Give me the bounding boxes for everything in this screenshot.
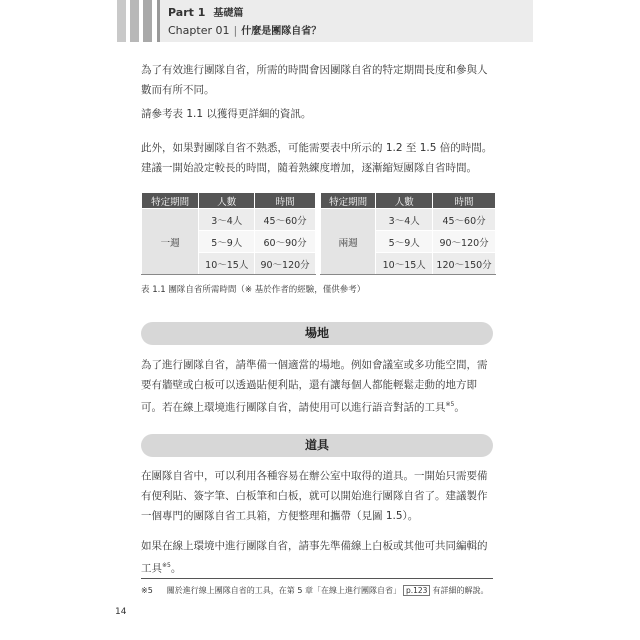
- time-cell: 45～60分: [255, 209, 316, 231]
- footnote-ref: ※5: [162, 562, 171, 569]
- text-fragment: 。: [454, 401, 465, 414]
- text-line: 一個專門的團隊自省工具箱，方便整理和攜帶（見圖 1.5）。: [141, 510, 419, 522]
- text-line: 如果在線上環境中進行團隊自省，請事先準備線上白板或其他可共同編輯的: [141, 540, 488, 552]
- text-line: [141, 395, 501, 418]
- part-subtitle: 基礎篇: [213, 8, 244, 19]
- footnote-text: 有詳細的解說。: [432, 586, 489, 595]
- period-cell: 一週: [142, 209, 199, 275]
- text-line: 此外，如果對團隊自省不熟悉，可能需要表中所示的 1.2 至 1.5 倍的時間。: [141, 142, 493, 154]
- chapter-number: Chapter 01: [168, 24, 230, 37]
- footnote-ref: ※5: [445, 401, 455, 408]
- paragraph-note: [141, 138, 501, 178]
- text-line: 數而有所不同。: [141, 84, 215, 96]
- time-cell: 45～60分: [433, 209, 496, 231]
- text-line: 在團隊自省中，可以利用各種容易在辦公室中取得的道具。一開始只需要備: [141, 470, 488, 482]
- table-caption: 表 1.1 團隊自省所需時間（※ 基於作者的經驗，僅供參考）: [141, 285, 366, 295]
- footnote: [141, 585, 488, 596]
- page-reference: p.123: [403, 585, 430, 596]
- header-decoration: [117, 0, 157, 42]
- section-heading-venue: 場地: [141, 322, 493, 345]
- time-cell: 90～120分: [433, 231, 496, 253]
- text-line: 有便利貼、簽字筆、白板筆和白板，就可以開始進行團隊自省了。建議製作: [141, 490, 488, 502]
- chapter-label: [168, 22, 321, 37]
- footnote-text: 關於進行線上團隊自省的工具，在第 5 章「在線上進行團隊自省」: [166, 586, 401, 595]
- paragraph-reference: [141, 104, 501, 124]
- header-period: 特定期間: [321, 193, 376, 209]
- text-line: 建議一開始設定較長的時間，隨着熟練度增加，逐漸縮短團隊自省時間。: [141, 162, 477, 174]
- text-line: [141, 556, 501, 579]
- paragraph-tools: [141, 466, 501, 526]
- people-cell: 3～4人: [376, 209, 433, 231]
- time-cell: 120～150分: [433, 253, 496, 275]
- paragraph-intro: [141, 60, 501, 100]
- text-line: 要有牆壁或白板可以透過貼便利貼，還有讓每個人都能輕鬆走動的地方即: [141, 379, 477, 391]
- time-cell: 60～90分: [255, 231, 316, 253]
- text-fragment: 可。若在線上環境進行團隊自省，請使用可以進行語音對話的工具: [141, 401, 446, 414]
- people-cell: 10～15人: [376, 253, 433, 275]
- time-table-one-week: [141, 192, 316, 275]
- header-time: 時間: [433, 193, 496, 209]
- time-table-two-weeks: [320, 192, 496, 275]
- paragraph-online-tools: [141, 536, 501, 579]
- people-cell: 5～9人: [199, 231, 255, 253]
- period-cell: 兩週: [321, 209, 376, 275]
- page-number: 14: [115, 607, 127, 617]
- people-cell: 3～4人: [199, 209, 255, 231]
- header-period: 特定期間: [142, 193, 199, 209]
- paragraph-venue: [141, 355, 501, 418]
- text-fragment: 。: [170, 562, 182, 575]
- people-cell: 10～15人: [199, 253, 255, 275]
- people-cell: 5～9人: [376, 231, 433, 253]
- text-line: 為了有效進行團隊自省，所需的時間會因團隊自省的特定期間長度和參與人: [141, 64, 488, 76]
- text-line: 為了進行團隊自省，請準備一個適當的場地。例如會議室或多功能空間，需: [141, 359, 488, 371]
- footnote-divider: [141, 578, 493, 579]
- time-cell: 90～120分: [255, 253, 316, 275]
- footnote-mark: ※5: [141, 586, 153, 595]
- text-fragment: 工具: [141, 562, 162, 575]
- header-people: 人數: [199, 193, 255, 209]
- part-number: Part 1: [168, 6, 206, 19]
- text-line: 請參考表 1.1 以獲得更詳細的資訊。: [141, 108, 312, 120]
- chapter-separator: |: [233, 24, 238, 37]
- header-time: 時間: [255, 193, 316, 209]
- chapter-title: 什麼是團隊自省？: [241, 26, 322, 37]
- section-heading-tools: 道具: [141, 434, 493, 457]
- part-label: [168, 4, 243, 19]
- header-people: 人數: [376, 193, 433, 209]
